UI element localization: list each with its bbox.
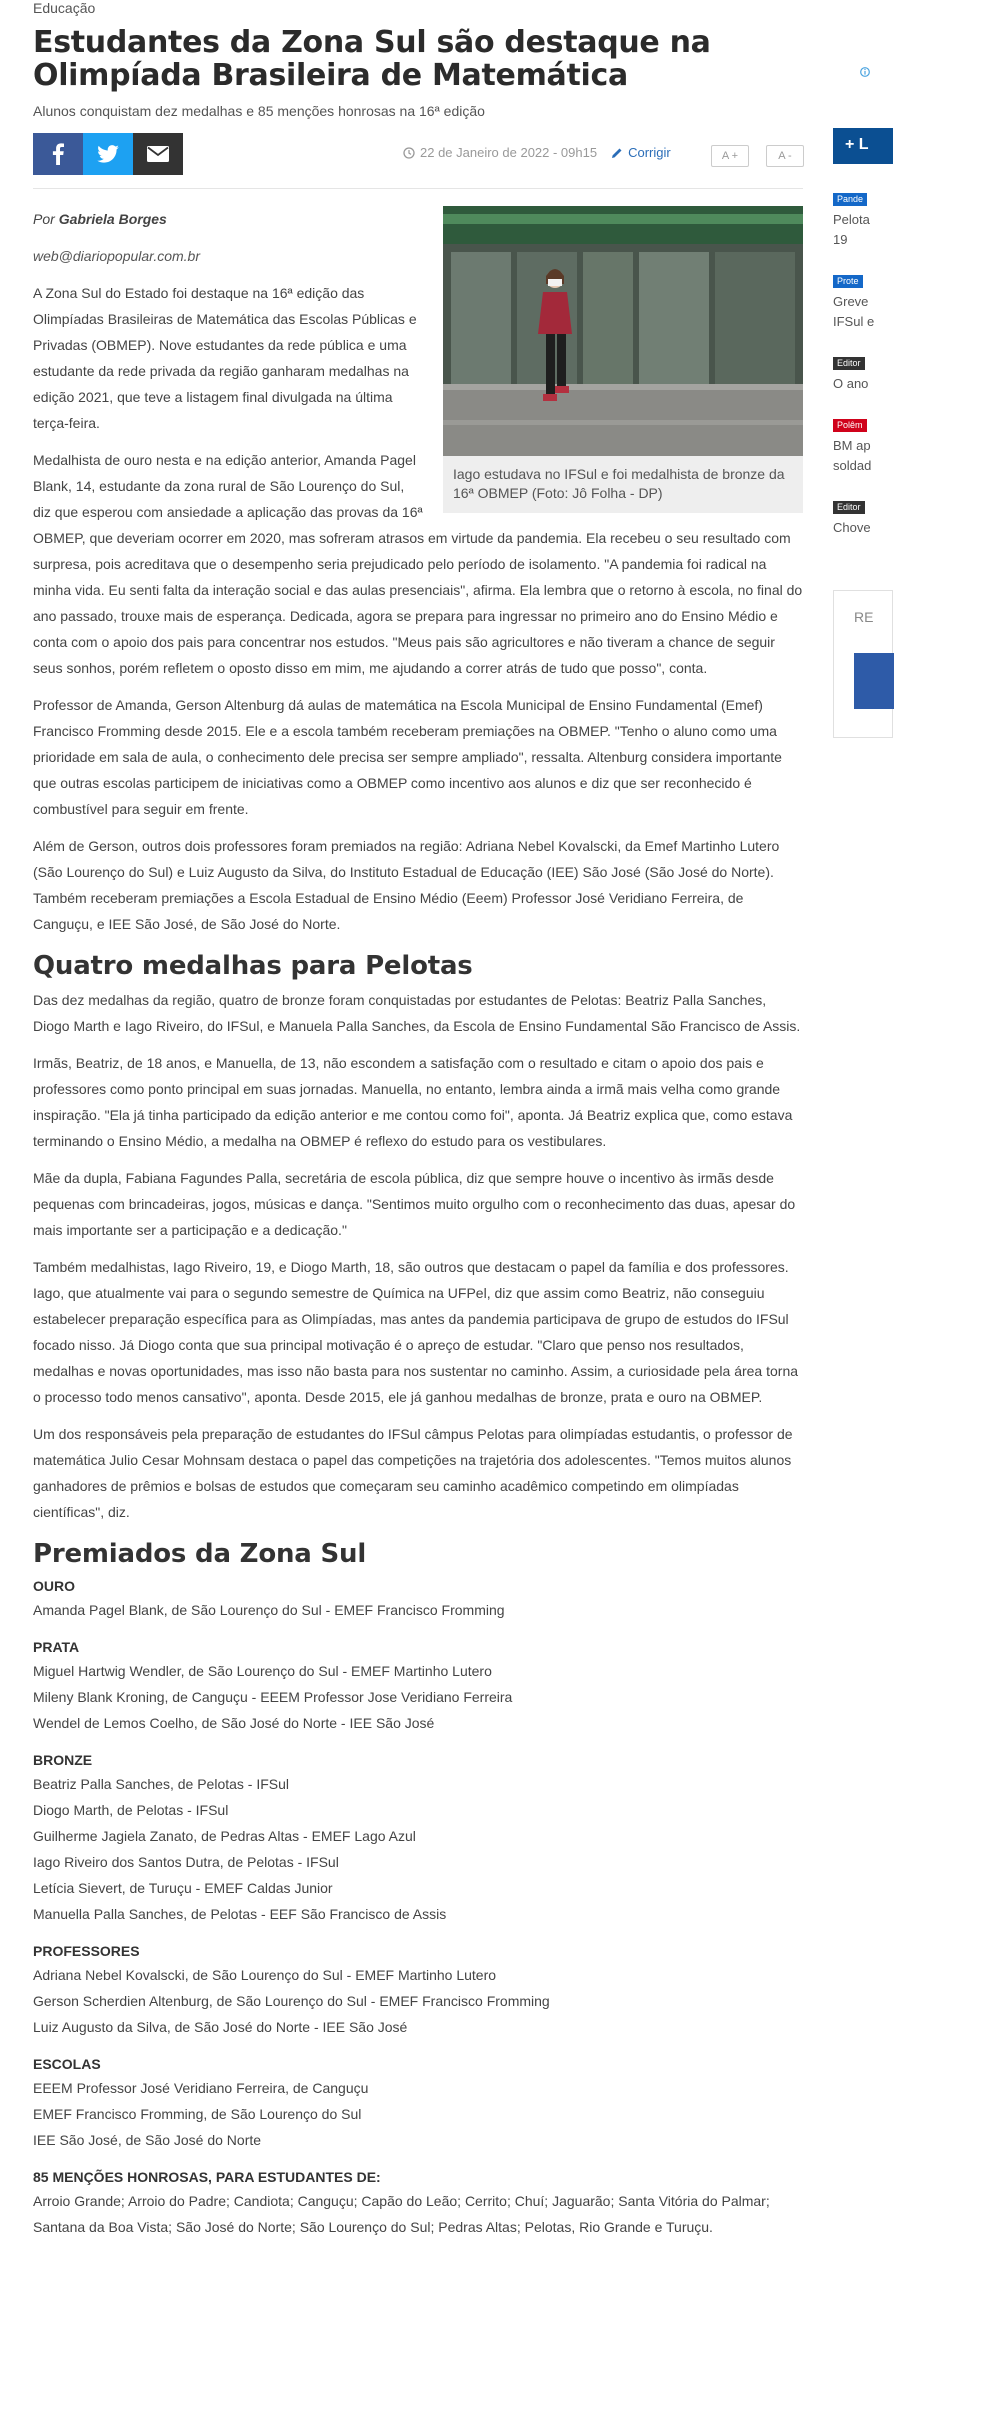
paragraph: Medalhista de ouro nesta e na edição anterior, Amanda Pagel Blank, 14, estudante da zona rural de São Lourenço do Sul, diz que esperou com ansiedade a aplicação das provas da 16ª OBMEP, que deveriam ocorrer em 2020, mas sofreram atrasos em virtude da pandemia. Ela recebeu o seu resultado com surpresa, pois acreditava que o desempenho seria prejudicado pelo período de isolamento. "A pandemia foi radical na minha vida. Eu senti falta da interação social e das aulas presenciais", afirma. Ela lembra que o retorno à escola, no final do ano passado, trouxe mais de esperança. Dedicada, agora se prepara para ingressar no primeiro ano do Ensino Médio e conta com o apoio dos pais para concentrar nos estudos. "Meus pais são agricultores e não tiveram a chance de seguir seus sonhos, porém refletem o oposto disso em mim, me ajudando a correr atrás de tudo que posso", conta. xyxy=(33,452,803,676)
list-item: Luiz Augusto da Silva, de São José do Norte - IEE São José xyxy=(33,2019,408,2035)
article-photo[interactable] xyxy=(443,206,803,456)
award-group-ouro xyxy=(33,1575,803,1623)
award-group-title: 85 MENÇÕES HONROSAS, PARA ESTUDANTES DE: xyxy=(33,2169,381,2185)
corrigir-link[interactable] xyxy=(611,145,671,160)
email-share-button[interactable] xyxy=(133,133,183,175)
list-item: Diogo Marth, de Pelotas - IFSul xyxy=(33,1802,229,1818)
article-toolbar xyxy=(33,133,803,175)
font-decrease-button[interactable]: A - xyxy=(766,145,804,167)
list-item: Manuella Palla Sanches, de Pelotas - EEF São Francisco de Assis xyxy=(33,1906,447,1922)
twitter-share-button[interactable] xyxy=(83,133,133,175)
article-figure xyxy=(443,206,803,513)
right-sidebar xyxy=(833,0,875,2428)
widget-button[interactable] xyxy=(854,653,894,709)
paragraph: Professor de Amanda, Gerson Altenburg dá aulas de matemática na Escola Municipal de Ensino Fundamental (Emef) Francisco Fromming desde 2015. Ele e a escola também receberam premiações na OBMEP. "Tenho o aluno como uma prioridade em sala de aula, o conhecimento dele precisa ser sempre ampliado", ressalta. Altenburg considera importante que outras escolas participem de iniciativas como a OBMEP como incentivo aos alunos e diz que ser reconhecido é combustível para seguir em frente. xyxy=(33,697,782,817)
news-title-line: 19 xyxy=(833,232,848,247)
paragraph: Um dos responsáveis pela preparação de estudantes do IFSul câmpus Pelotas para olimpíadas estudantis, o professor de matemática Julio Cesar Mohnsam destaca o papel das competições na trajetória dos adolescentes. "Temos muitos alunos ganhadores de prêmios e bolsas de estudos que começaram seu caminho acadêmico competindo em olimpíadas científicas", diz. xyxy=(33,1426,793,1520)
paragraph: A Zona Sul do Estado foi destaque na 16ª edição das Olimpíadas Brasileiras de Matemática das Escolas Públicas e Privadas (OBMEP). Nove estudantes da rede pública e uma estudante da rede privada da região ganharam medalhas na edição 2021, que teve a listagem final divulgada na última terça-feira. xyxy=(33,285,417,431)
share-buttons xyxy=(33,133,183,175)
list-item: Gerson Scherdien Altenburg, de São Lourenço do Sul - EMEF Francisco Fromming xyxy=(33,1993,550,2009)
sidebar-news-item[interactable] xyxy=(833,188,993,250)
more-news-button[interactable]: + L xyxy=(833,128,893,164)
list-item: Mileny Blank Kroning, de Canguçu - EEEM Professor Jose Veridiano Ferreira xyxy=(33,1689,513,1705)
pencil-icon xyxy=(611,147,623,159)
sidebar-widget xyxy=(833,590,893,738)
list-item: Miguel Hartwig Wendler, de São Lourenço do Sul - EMEF Martinho Lutero xyxy=(33,1663,492,1679)
article-subtitle: Alunos conquistam dez medalhas e 85 menções honrosas na 16ª edição xyxy=(33,103,485,119)
news-tag: Editor xyxy=(833,501,865,514)
news-tag: Pande xyxy=(833,193,867,206)
widget-label: RE xyxy=(854,609,874,625)
sidebar-news-item[interactable] xyxy=(833,270,993,332)
facebook-icon xyxy=(52,143,64,165)
news-title-line: O ano xyxy=(833,376,869,391)
award-group-title: ESCOLAS xyxy=(33,2056,101,2072)
news-tag: Prote xyxy=(833,275,863,288)
list-item: Letícia Sievert, de Turuçu - EMEF Caldas Junior xyxy=(33,1880,333,1896)
paragraph: Mãe da dupla, Fabiana Fagundes Palla, secretária de escola pública, diz que sempre houve o incentivo às irmãs desde pequenas com brincadeiras, jogos, músicas e dança. "Sentimos muito orgulho com o reconhecimento das duas, apesar do mais importante ser a participação e a dedicação." xyxy=(33,1170,796,1238)
news-title-line: soldad xyxy=(833,458,872,473)
list-item: Adriana Nebel Kovalscki, de São Lourenço do Sul - EMEF Martinho Lutero xyxy=(33,1967,497,1983)
list-item: Guilherme Jagiela Zanato, de Pedras Altas - EMEF Lago Azul xyxy=(33,1828,416,1844)
info-icon xyxy=(860,66,870,78)
sidebar-news-item[interactable] xyxy=(833,414,993,476)
list-item: EEEM Professor José Veridiano Ferreira, de Canguçu xyxy=(33,2080,369,2096)
article-title: Estudantes da Zona Sul são destaque na Olimpíada Brasileira de Matemática xyxy=(33,25,711,93)
award-group-bronze xyxy=(33,1749,803,1927)
paragraph: Das dez medalhas da região, quatro de bronze foram conquistadas por estudantes de Pelotas: Beatriz Palla Sanches, Diogo Marth e Iago Riveiro, do IFSul, e Manuela Palla Sanches, da Escola de Ensino Fundamental São Francisco de Assis. xyxy=(33,992,801,1034)
ad-choices-icon[interactable] xyxy=(860,66,870,81)
list-item: Wendel de Lemos Coelho, de São José do Norte - IEE São José xyxy=(33,1715,435,1731)
award-group-escolas xyxy=(33,2053,803,2153)
news-tag: Polêm xyxy=(833,419,867,432)
article xyxy=(33,0,803,2253)
news-tag: Editor xyxy=(833,357,865,370)
award-group-professores xyxy=(33,1940,803,2040)
publish-date-text: 22 de Janeiro de 2022 - 09h15 xyxy=(420,145,598,160)
article-body xyxy=(33,206,803,2240)
award-group-mencoes xyxy=(33,2166,803,2240)
list-item: Arroio Grande; Arroio do Padre; Candiota; Canguçu; Capão do Leão; Cerrito; Chuí; Jaguarão; Santa Vitória do Palmar; Santana da Boa Vista; São José do Norte; São Lourenço do Sul; Pedras Altas; Pelotas, Rio Grande e Turuçu. xyxy=(33,2193,770,2235)
paragraph: Também medalhistas, Iago Riveiro, 19, e Diogo Marth, 18, são outros que destacam o papel da família e dos professores. Iago, que atualmente vai para o segundo semestre de Química na UFPel, diz que assim como Beatriz, não conseguiu estabelecer preparação específica para as Olimpíadas, mas antes da pandemia participava de grupo de estudos do IFSul focado nisso. Já Diogo conta que sua principal motivação é o apreço de estudar. "Claro que penso nos resultados, medalhas e novas oportunidades, mas isso não basta para nos sustentar no caminho. Assim, a curiosidade pela área torna o processo todo menos cansativo", aponta. Desde 2015, ele já ganhou medalhas de bronze, prata e ouro na OBMEP. xyxy=(33,1259,799,1405)
author-email[interactable]: web@diariopopular.com.br xyxy=(33,248,200,264)
news-title-line: Chove xyxy=(833,520,871,535)
section-label[interactable]: Educação xyxy=(33,0,96,16)
header-divider xyxy=(33,188,803,189)
section-heading-premiados: Premiados da Zona Sul xyxy=(33,1539,367,1569)
list-item: Iago Riveiro dos Santos Dutra, de Pelotas - IFSul xyxy=(33,1854,339,1870)
news-title-line: Pelota xyxy=(833,212,870,227)
news-title-line: IFSul e xyxy=(833,314,875,329)
news-title-line: Greve xyxy=(833,294,869,309)
list-item: IEE São José, de São José do Norte xyxy=(33,2132,262,2148)
news-title-line: BM ap xyxy=(833,438,871,453)
award-group-title: OURO xyxy=(33,1578,75,1594)
envelope-icon xyxy=(147,146,169,162)
photo-caption: Iago estudava no IFSul e foi medalhista de bronze da 16ª OBMEP (Foto: Jô Folha - DP) xyxy=(453,466,785,501)
list-item: Beatriz Palla Sanches, de Pelotas - IFSul xyxy=(33,1776,290,1792)
font-increase-button[interactable]: A + xyxy=(711,145,749,167)
publish-date xyxy=(403,145,597,160)
award-group-prata xyxy=(33,1636,803,1736)
author-name[interactable]: Gabriela Borges xyxy=(58,211,167,227)
corrigir-label: Corrigir xyxy=(628,145,671,160)
photo-illustration xyxy=(443,206,803,456)
paragraph: Além de Gerson, outros dois professores foram premiados na região: Adriana Nebel Kovalscki, da Emef Martinho Lutero (São Lourenço do Sul) e Luiz Augusto da Silva, do Instituto Estadual de Educação (IEE) São José (São José do Norte). Também receberam premiações a Escola Estadual de Ensino Médio (Eeem) Professor José Veridiano Ferreira, de Canguçu, e IEE São José, de São José do Norte. xyxy=(33,838,780,932)
section-heading-pelotas: Quatro medalhas para Pelotas xyxy=(33,951,473,981)
sidebar-news-item[interactable] xyxy=(833,496,993,538)
byline-prefix: Por xyxy=(33,211,55,227)
article-meta xyxy=(403,145,671,160)
list-item: Amanda Pagel Blank, de São Lourenço do Sul - EMEF Francisco Fromming xyxy=(33,1602,505,1618)
sidebar-news-item[interactable] xyxy=(833,352,993,394)
award-group-title: BRONZE xyxy=(33,1752,93,1768)
award-group-title: PRATA xyxy=(33,1639,80,1655)
facebook-share-button[interactable] xyxy=(33,133,83,175)
clock-icon xyxy=(403,147,415,159)
paragraph: Irmãs, Beatriz, de 18 anos, e Manuella, de 13, não escondem a satisfação com o resultado e citam o apoio dos pais e professores como ponto principal em suas jornadas. Manuella, no entanto, lembra ainda a irmã mais velha como grande inspiração. "Ela já tinha participado da edição anterior e me contou como foi", aponta. Já Beatriz explica que, como estava terminando o Ensino Médio, a medalha na OBMEP é reflexo do estudo para os vestibulares. xyxy=(33,1055,793,1149)
award-group-title: PROFESSORES xyxy=(33,1943,140,1959)
twitter-icon xyxy=(97,145,119,163)
list-item: EMEF Francisco Fromming, de São Lourenço do Sul xyxy=(33,2106,362,2122)
